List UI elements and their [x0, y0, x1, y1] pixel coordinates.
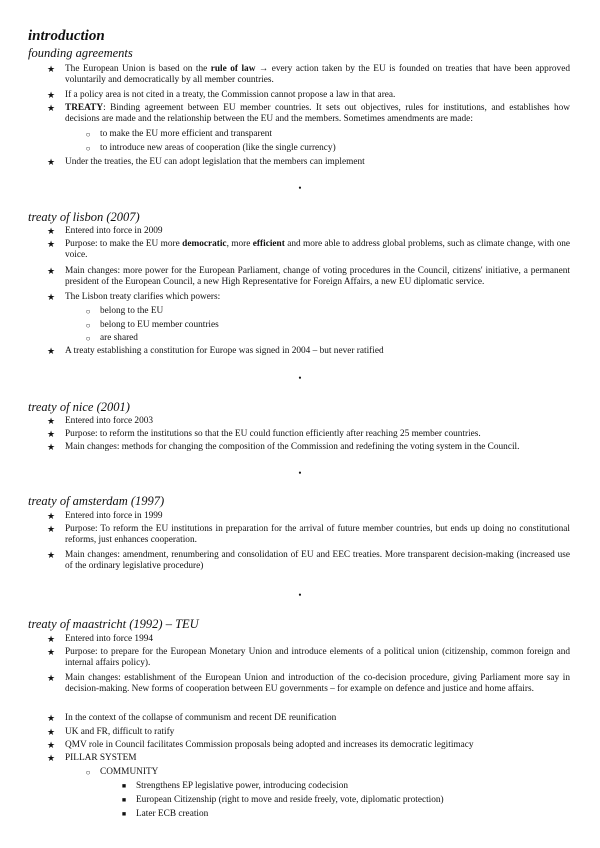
- circle-bullet-icon: ○: [85, 307, 91, 316]
- list-item: ★ TREATY: Binding agreement between EU member countries. It sets out objectives, rules for institutions, and establishes how decisions are made and the relationship between the EU and the members. Sometimes amendments are made:: [46, 103, 570, 125]
- circle-bullet-icon: ○: [85, 321, 91, 330]
- section-separator: •: [298, 468, 302, 478]
- list-item: ★ Main changes: amendment, renumbering and consolidation of EU and EEC treaties. More transparent decision-making (increased use of the ordinary legislative procedure): [46, 550, 570, 572]
- list-item: ★ UK and FR, difficult to ratify: [46, 727, 175, 737]
- list-item: ★ Entered into force in 1999: [46, 511, 163, 521]
- section-heading-amsterdam: treaty of amsterdam (1997): [28, 494, 165, 508]
- list-item: ★ Purpose: to prepare for the European Monetary Union and introduce elements of a political union (citizenship, common foreign and internal affairs policy).: [46, 647, 570, 669]
- list-item: ★ If a policy area is not cited in a treaty, the Commission cannot propose a law in that area.: [46, 90, 396, 100]
- list-item: ★ Main changes: methods for changing the composition of the Commission and redefining the voting system in the Council.: [46, 442, 520, 452]
- list-item: ■ Strengthens EP legislative power, introducing codecision: [136, 781, 570, 792]
- list-item: ★ Main changes: more power for the European Parliament, change of voting procedures in the Council, citizens' initiative, a permanent president of the European Council, a new High Representative for Foreign Affairs, a new EU diplomatic service.: [46, 266, 570, 288]
- star-icon: ★: [46, 550, 56, 560]
- star-icon: ★: [46, 634, 56, 644]
- list-item: ★ The European Union is based on the rule of law → every action taken by the EU is founded on treaties that have been approved voluntarily and democratically by all member countries.: [46, 64, 570, 86]
- list-item: ■ Later ECB creation: [136, 809, 570, 820]
- list-item: ★ Purpose: To reform the EU institutions in preparation for the arrival of future member countries, but ends up doing no constitutional reforms, just enhances cooperation.: [46, 524, 570, 546]
- section-heading-nice: treaty of nice (2001): [28, 400, 130, 414]
- star-icon: ★: [46, 157, 56, 167]
- circle-bullet-icon: ○: [85, 130, 91, 139]
- section-heading-maastricht: treaty of maastricht (1992) – TEU: [28, 617, 199, 631]
- list-item: ★ In the context of the collapse of communism and recent DE reunification: [46, 713, 337, 723]
- star-icon: ★: [46, 416, 56, 426]
- list-item: ★ Purpose: to make the EU more democratic, more efficient and more able to address global problems, such as climate change, with one voice.: [46, 239, 571, 261]
- star-icon: ★: [46, 266, 56, 276]
- star-icon: ★: [46, 90, 56, 100]
- list-item: ○ COMMUNITY: [100, 767, 570, 778]
- list-item: ■ European Citizenship (right to move and reside freely, vote, diplomatic protection): [136, 795, 570, 806]
- list-item: ○ to introduce new areas of cooperation (like the single currency): [100, 143, 570, 154]
- star-icon: ★: [46, 740, 56, 750]
- star-icon: ★: [46, 429, 56, 439]
- star-icon: ★: [46, 239, 56, 249]
- list-item: ○ are shared: [100, 333, 570, 344]
- list-item: ★ PILLAR SYSTEM: [46, 753, 137, 763]
- star-icon: ★: [46, 753, 56, 763]
- circle-bullet-icon: ○: [85, 768, 91, 777]
- section-heading-lisbon: treaty of lisbon (2007): [28, 210, 140, 224]
- list-item: ★ Purpose: to reform the institutions so that the EU could function efficiently after reaching 25 member countries.: [46, 429, 481, 439]
- section-separator: •: [298, 373, 302, 383]
- star-icon: ★: [46, 442, 56, 452]
- section-separator: •: [298, 590, 302, 600]
- star-icon: ★: [46, 713, 56, 723]
- square-bullet-icon: ■: [121, 796, 127, 804]
- list-item: ○ to make the EU more efficient and transparent: [100, 129, 570, 140]
- star-icon: ★: [46, 103, 56, 113]
- star-icon: ★: [46, 727, 56, 737]
- list-item: ★ A treaty establishing a constitution for Europe was signed in 2004 – but never ratified: [46, 346, 384, 356]
- star-icon: ★: [46, 524, 56, 534]
- star-icon: ★: [46, 511, 56, 521]
- section-separator: •: [298, 183, 302, 193]
- star-icon: ★: [46, 292, 56, 302]
- circle-bullet-icon: ○: [85, 144, 91, 153]
- star-icon: ★: [46, 226, 56, 236]
- list-item: ○ belong to EU member countries: [100, 320, 570, 331]
- circle-bullet-icon: ○: [85, 334, 91, 343]
- list-item: ★ Entered into force in 2009: [46, 226, 163, 236]
- list-item: ★ The Lisbon treaty clarifies which powers:: [46, 292, 221, 302]
- star-icon: ★: [46, 64, 56, 74]
- square-bullet-icon: ■: [121, 782, 127, 790]
- page-title: introduction: [28, 28, 105, 44]
- star-icon: ★: [46, 673, 56, 683]
- star-icon: ★: [46, 647, 56, 657]
- square-bullet-icon: ■: [121, 810, 127, 818]
- list-item: ★ Under the treaties, the EU can adopt legislation that the members can implement: [46, 157, 365, 167]
- list-item: ★ Entered into force 2003: [46, 416, 154, 426]
- list-item: ○ belong to the EU: [100, 306, 570, 317]
- star-icon: ★: [46, 346, 56, 356]
- list-item: ★ QMV role in Council facilitates Commission proposals being adopted and increases its democratic legitimacy: [46, 740, 474, 750]
- section-heading-founding: founding agreements: [28, 46, 133, 60]
- list-item: ★ Main changes: establishment of the European Union and introduction of the co-decision procedure, giving Parliament more say in decision-making. New forms of cooperation between EU governments – for example on defence and justice and home affairs.: [46, 673, 570, 695]
- list-item: ★ Entered into force 1994: [46, 634, 154, 644]
